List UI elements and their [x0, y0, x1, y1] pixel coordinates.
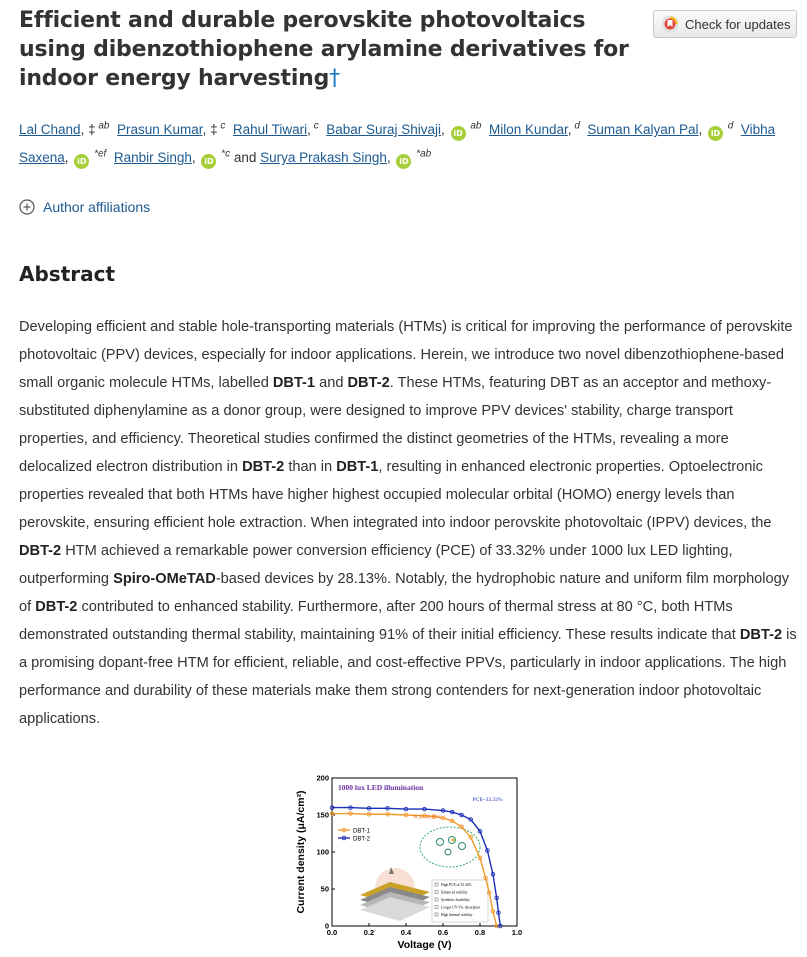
graphical-abstract-chart[interactable]: [290, 770, 530, 957]
x-tick-label: 0.0: [326, 928, 338, 937]
article-title: [19, 6, 629, 93]
author-link[interactable]: Rahul Tiwari: [232, 122, 308, 137]
abstract-text-segment: Developing efficient and stable hole-transporting materials (HTMs) is critical for improving the performance of perovskite photovoltaic (PPV) devices, especially for indoor applications. Herein, we introduce two novel dibenzothiophene-based small organic molecule HTMs, labelled: [19, 319, 793, 391]
author-affiliation-sup: *ef: [91, 148, 107, 160]
author-link[interactable]: Suman Kalyan Pal: [587, 122, 699, 137]
x-axis-label: Voltage (V): [397, 939, 452, 951]
x-tick-label: 0.2: [363, 928, 375, 937]
x-tick-label: 1.0: [511, 928, 523, 937]
compound-name: DBT-2: [347, 375, 390, 391]
y-tick-label: 50: [320, 884, 329, 894]
compound-name: DBT-1: [272, 375, 316, 391]
x-tick-label: 0.4: [400, 928, 412, 937]
pce-annotation-dbt2: PCE~33.32%: [472, 796, 503, 803]
inset-legend-item: Enhanced stability: [441, 890, 468, 895]
author-link[interactable]: Milon Kundar: [488, 122, 568, 137]
compound-name: DBT-2: [35, 599, 78, 615]
abstract-text-segment: HTM achieved a remarkable power conversion efficiency (PCE) of 33.32% under 1000 lux LED lighting, outperforming: [19, 543, 733, 587]
abstract-text-segment: contributed to enhanced stability. Furthermore, after 200 hours of thermal stress at 80 °C, both HTMs demonstrated outstanding thermal stability, maintaining 91% of their initial efficiency. These results indicate that: [19, 599, 740, 643]
y-tick-label: 0: [324, 921, 329, 931]
inset-legend-item: High PCE of 33.32%: [441, 883, 472, 887]
abstract-text-segment: , resulting in enhanced electronic properties. Optoelectronic properties revealed that both HTMs have higher highest occupied molecular orbital (HOMO) energy levels than perovskite, ensuring efficient hole extraction. When integrated into indoor perovskite photovoltaic (IPPV) devices, the: [19, 459, 772, 531]
check-updates-icon: [661, 15, 679, 33]
legend-label: DBT-2: [353, 836, 371, 843]
author-equal-contribution-mark: ‡: [84, 122, 96, 137]
abstract-text-segment: is a promising dopant-free HTM for efficient, reliable, and cost-effective PPVs, particularly in indoor applications. The high performance and durability of these materials make them strong contenders for next-generation indoor photovoltaic applications.: [19, 627, 797, 727]
abstract-text-segment: than in: [284, 459, 337, 475]
author-link[interactable]: Lal Chand: [19, 122, 81, 137]
compound-name: DBT-2: [242, 459, 285, 475]
abstract-text: [19, 313, 804, 733]
author-affiliation-sup: *ab: [413, 148, 432, 160]
compound-name: DBT-1: [336, 459, 379, 475]
y-tick-label: 150: [316, 810, 329, 820]
author-affiliation-sup: c: [217, 120, 226, 132]
author-link[interactable]: Ranbir Singh: [113, 150, 192, 165]
check-updates-label: Check for updates: [685, 16, 791, 32]
y-tick-label: 100: [316, 847, 329, 857]
molecule-illustration: [420, 827, 480, 867]
author-affiliations-toggle[interactable]: [19, 199, 150, 215]
x-tick-label: 0.6: [437, 928, 449, 937]
chart-title: 1000 lux LED illumination: [338, 783, 424, 792]
author-affiliation-sup: ab: [467, 120, 482, 132]
y-axis-label: Current density (μA/cm²): [295, 790, 307, 914]
author-list: Lal Chand, ‡ $^{ab}$ Prasun Kumar, ‡ $^c$ Rahul Tiwari, $^c$ Babar Suraj Shivaji, iD $^{ab}$ Milon Kundar, $^d$ Suman Kalyan Pal, iD $^d$ Vibha Saxena, iD $^{*ef}$ Ranbir Singh, iD $^{*c}$ and Surya Prakash Singh, iD $^{*ab}$: [19, 116, 799, 172]
author-link[interactable]: Prasun Kumar: [117, 122, 203, 137]
check-for-updates-button[interactable]: [653, 10, 797, 38]
author-link[interactable]: Surya Prakash Singh: [260, 150, 387, 165]
x-tick-label: 0.8: [474, 928, 486, 937]
author-affiliation-sup: ab: [95, 120, 110, 132]
orcid-icon[interactable]: iD: [396, 154, 411, 169]
author-affiliation-sup: d: [571, 120, 580, 132]
orcid-icon[interactable]: iD: [74, 154, 89, 169]
inset-feature-legend: [432, 880, 488, 922]
author-affiliations-label: Author affiliations: [43, 199, 151, 215]
compound-name: DBT-2: [19, 543, 62, 559]
article-title-text: Efficient and durable perovskite photovoltaics using dibenzothiophene arylamine derivatives for indoor energy harvesting: [19, 8, 629, 91]
compound-name: Spiro-OMeTAD: [113, 571, 216, 587]
compound-name: DBT-2: [739, 627, 783, 643]
inset-legend-item: High thermal stability: [441, 913, 473, 917]
orcid-icon[interactable]: iD: [201, 154, 216, 169]
author-link[interactable]: Vibha Saxena: [19, 122, 776, 165]
inset-legend-item: Longer UV-Vis. absorption: [441, 905, 481, 910]
orcid-icon[interactable]: iD: [708, 126, 723, 141]
author-affiliation-sup: *c: [218, 148, 231, 160]
author-equal-contribution-mark: ‡: [206, 122, 218, 137]
y-tick-label: 200: [316, 773, 329, 783]
abstract-text-segment: and: [315, 375, 348, 391]
abstract-heading: Abstract: [19, 262, 116, 286]
abstract-text-segment: . These HTMs, featuring DBT as an acceptor and methoxy-substituted diphenylamine as a donor group, were designed to improve PPV devices' stability, charge transport properties, and efficiency. Theoretical studies confirmed the distinct geometries of the HTMs, revealing a more delocalized electron distribution in: [19, 375, 772, 475]
abstract-text-segment: -based devices by 28.13%. Notably, the hydrophobic nature and uniform film morphology of: [19, 571, 790, 615]
pce-annotation-dbt1: PCE~30.85%: [413, 815, 441, 821]
orcid-icon[interactable]: iD: [451, 126, 466, 141]
author-affiliation-sup: c: [310, 120, 319, 132]
author-affiliation-sup: d: [725, 120, 734, 132]
plus-circle-icon: [19, 199, 35, 215]
author-link[interactable]: Babar Suraj Shivaji: [326, 122, 442, 137]
title-footnote-link[interactable]: †: [329, 66, 340, 91]
legend-label: DBT-1: [353, 828, 371, 835]
inset-legend-item: Synthetic feasibility: [441, 898, 470, 902]
